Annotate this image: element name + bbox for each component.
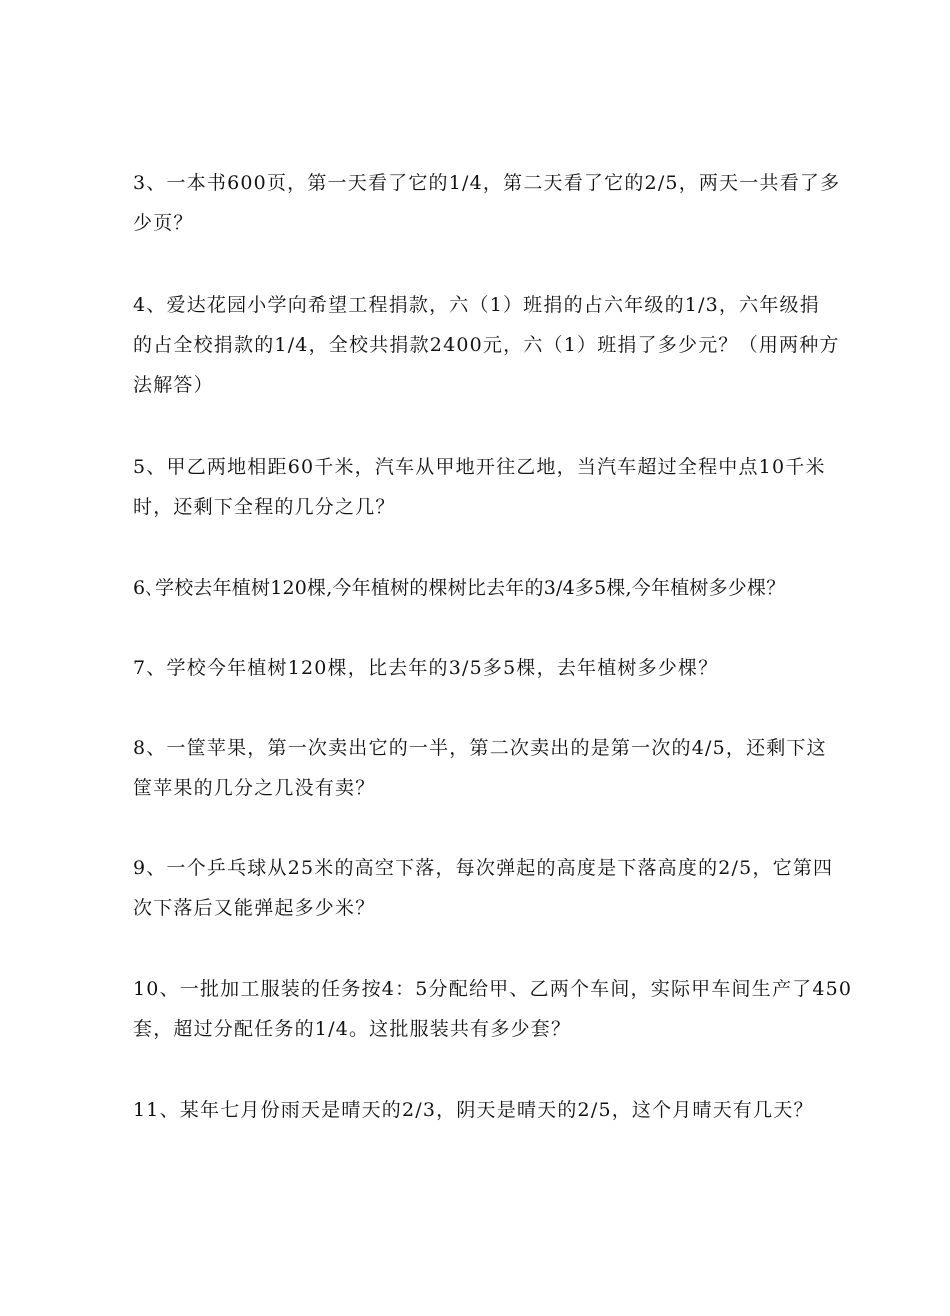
problem-10 — [133, 969, 853, 1049]
problem-line: 3、一本书600页，第一天看了它的1/4，第二天看了它的2/5，两天一共看了多 — [133, 172, 841, 194]
problem-line: 11、某年七月份雨天是晴天的2/3，阴天是晴天的2/5，这个月晴天有几天？ — [133, 1099, 814, 1121]
problem-line: 4、爱达花园小学向希望工程捐款，六（1）班捐的占六年级的1/3，六年级捐 — [133, 294, 820, 316]
problem-line: 的占全校捐款的1/4，全校共捐款2400元，六（1）班捐了多少元？（用两种方 — [133, 334, 840, 356]
problem-3 — [133, 163, 841, 243]
problem-line: 7、学校今年植树120棵，比去年的3/5多5棵，去年植树多少棵？ — [133, 657, 719, 679]
problem-line: 9、一个乒乓球从25米的高空下落，每次弹起的高度是下落高度的2/5，它第四 — [133, 857, 834, 879]
problem-5 — [133, 447, 833, 527]
problem-11 — [133, 1090, 833, 1130]
problem-line: 时，还剩下全程的几分之几？ — [133, 496, 396, 518]
problem-9 — [133, 848, 833, 928]
problem-line: 6､学校去年植树120棵,今年植树的棵树比去年的3/4多5棵,今年植树多少棵？ — [133, 577, 786, 599]
problem-line: 次下落后又能弹起多少米？ — [133, 897, 376, 919]
problem-line: 10、一批加工服装的任务按4：5分配给甲、乙两个车间，实际甲车间生产了450 — [133, 978, 853, 1000]
problem-line: 法解答） — [133, 374, 214, 396]
problem-6 — [133, 568, 833, 608]
problem-line: 筐苹果的几分之几没有卖？ — [133, 777, 376, 799]
problem-line: 少页？ — [133, 212, 194, 234]
problem-7 — [133, 648, 833, 688]
problem-line: 5、甲乙两地相距60千米，汽车从甲地开往乙地，当汽车超过全程中点10千米 — [133, 456, 826, 478]
problem-line: 套，超过分配任务的1/4。这批服装共有多少套？ — [133, 1018, 572, 1040]
problem-line: 8、一筐苹果，第一次卖出它的一半，第二次卖出的是第一次的4/5，还剩下这 — [133, 737, 827, 759]
problem-4 — [133, 285, 840, 405]
problem-8 — [133, 728, 833, 808]
